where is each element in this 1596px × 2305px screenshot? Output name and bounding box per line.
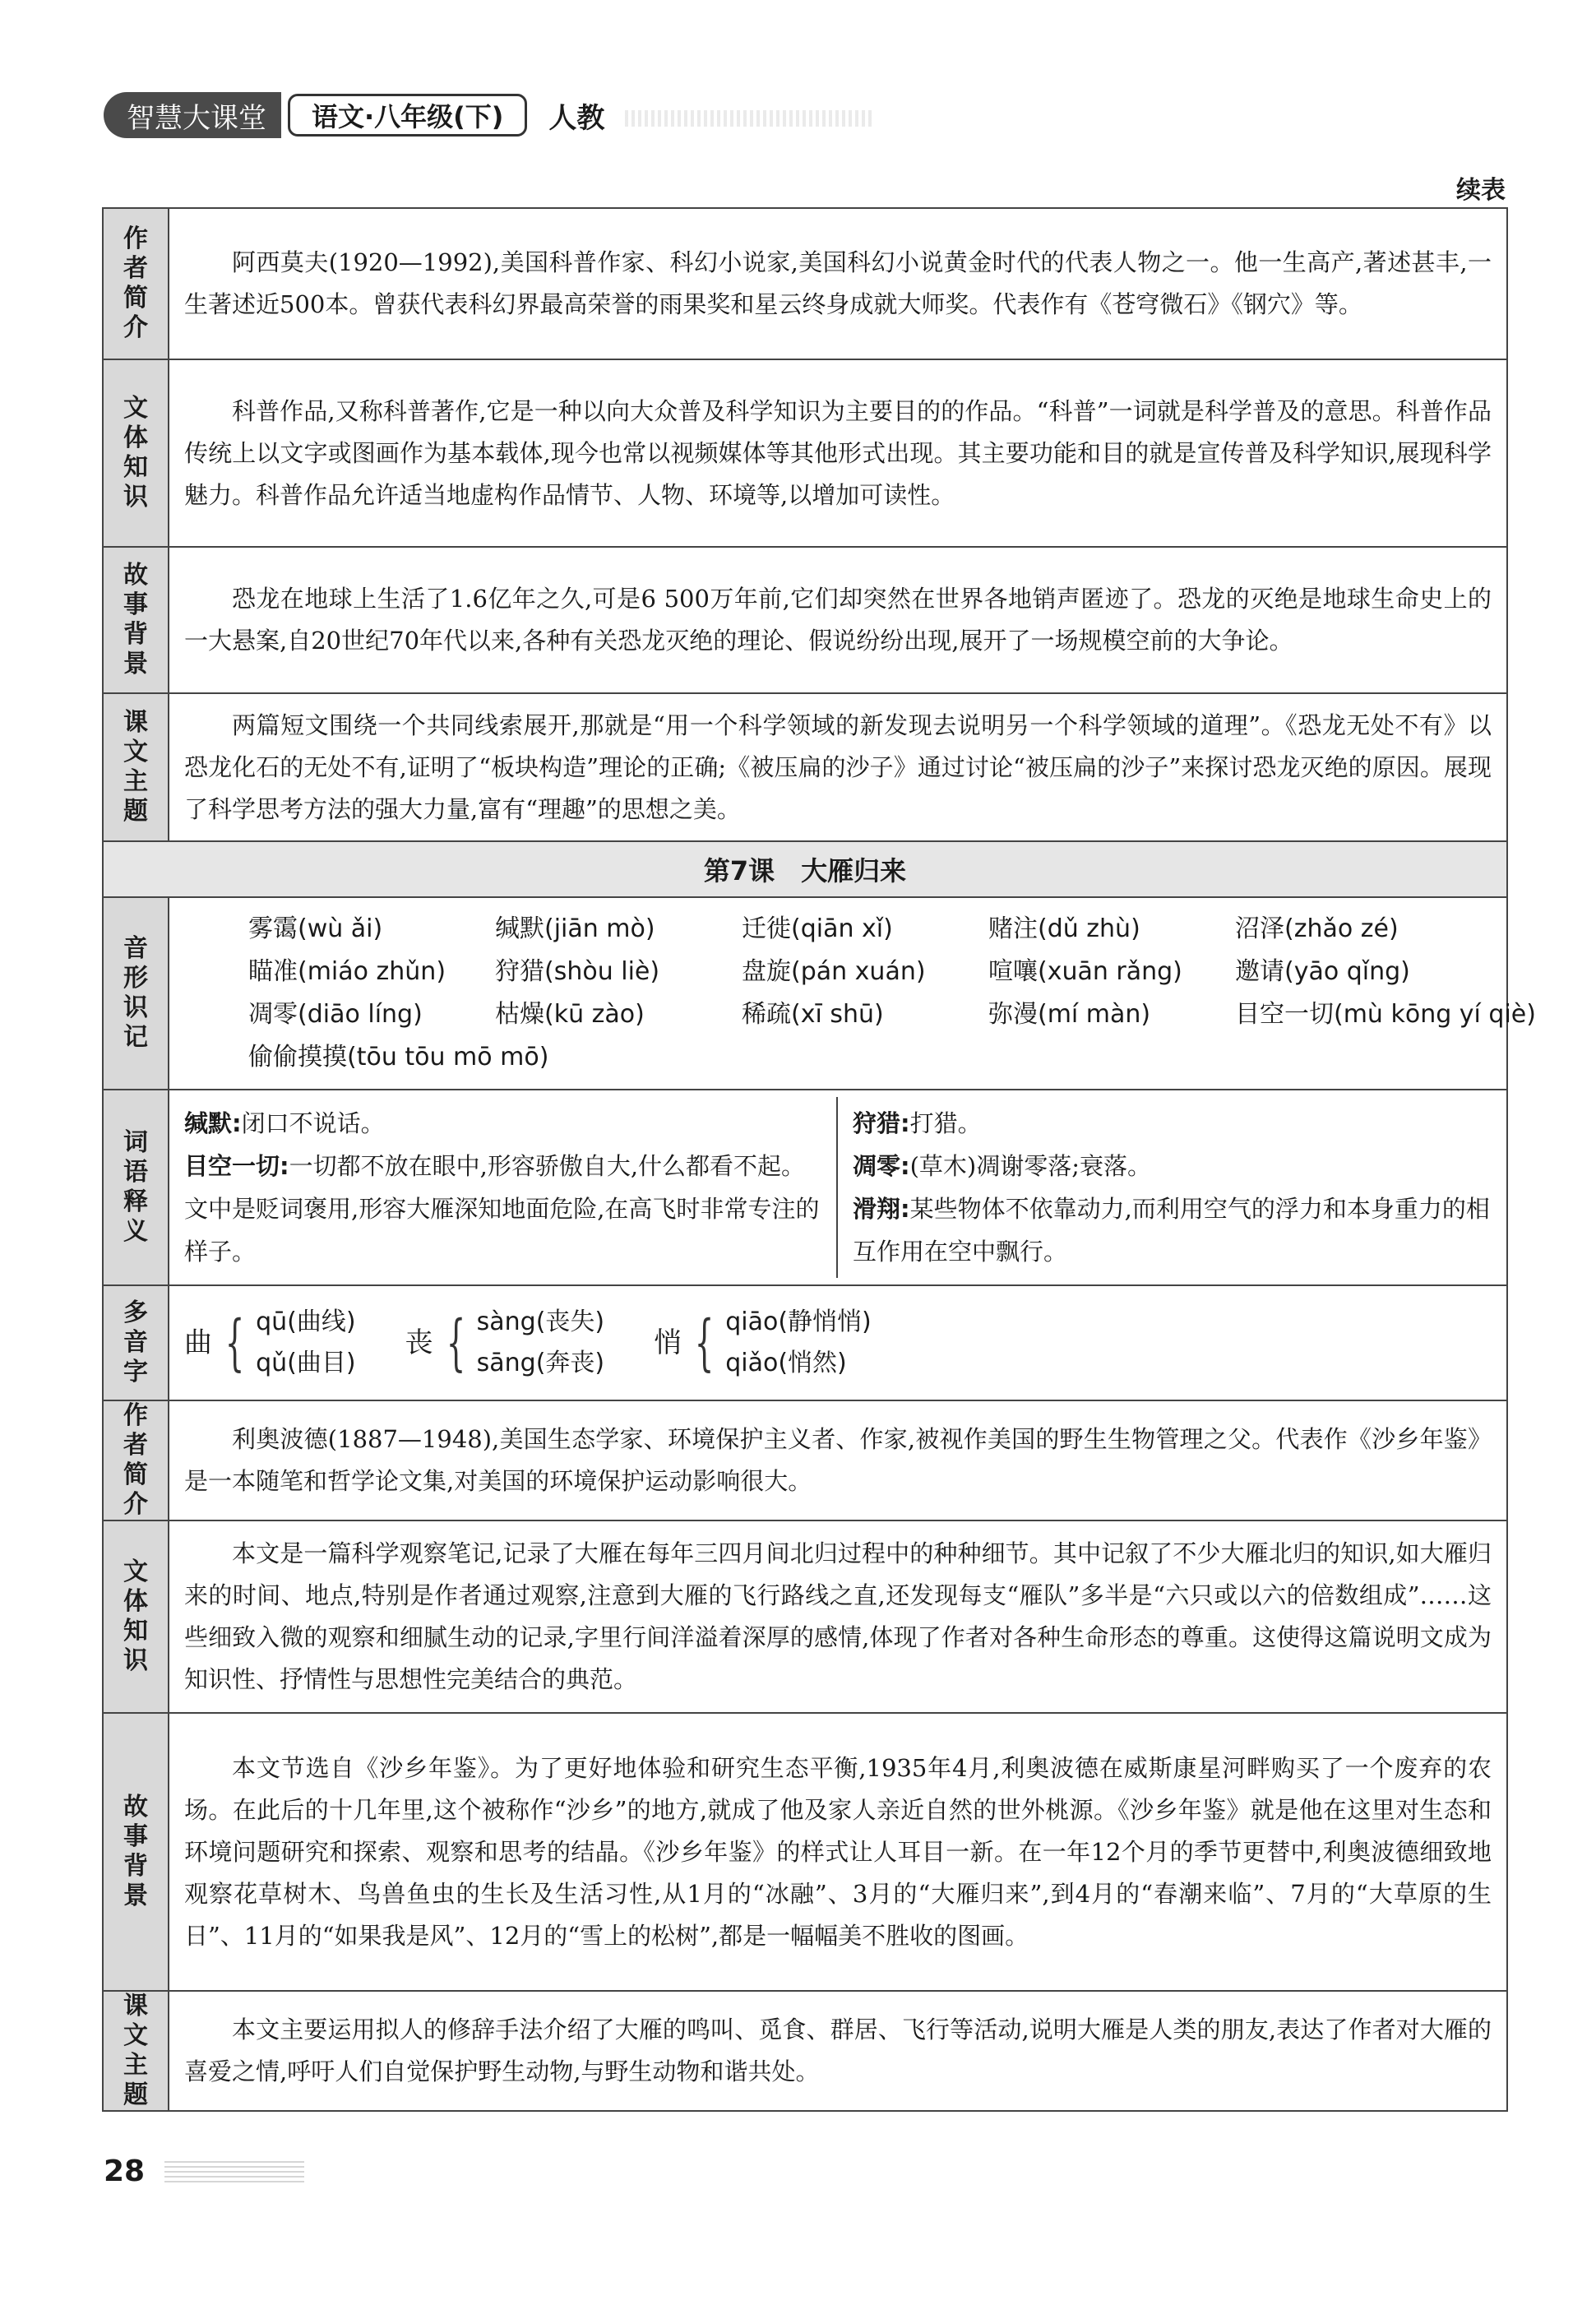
row-text: 利奥波德(1887—1948),美国生态学家、环境保护主义者、作家,被视作美国的野生生物管理之父。代表作《沙乡年鉴》是一本随笔和哲学论文集,对美国的环境保护运动影响很大。: [184, 1425, 1492, 1495]
polyphone-reading: qǔ(曲目): [256, 1349, 356, 1377]
pinyin-item: 喧嚷(xuān rǎng): [988, 957, 1182, 986]
polyphone-char: 悄: [654, 1326, 682, 1359]
vocab-right-column: [838, 1097, 1506, 1278]
row-text: 本文主要运用拟人的修辞手法介绍了大雁的鸣叫、觅食、群居、飞行等活动,说明大雁是人类的朋友,表达了作者对大雁的喜爱之情,呼吁人们自觉保护野生动物,与野生动物和谐共处。: [184, 2016, 1492, 2085]
pinyin-item: 雾霭(wù ǎi): [248, 914, 383, 943]
table-row: [103, 1991, 1507, 2111]
vocab-def: 闭口不说话。: [241, 1109, 385, 1137]
pronunciation-grid: [248, 908, 1536, 1079]
polyphone-char: 丧: [405, 1326, 433, 1359]
brand-label: 智慧大课堂: [104, 92, 281, 138]
polyphone-list: [184, 1298, 1492, 1387]
pinyin-item: 稀疏(xī shū): [742, 1000, 884, 1029]
edition-label: 人教: [548, 101, 605, 135]
lesson-title-row: [103, 841, 1507, 897]
table-row: [103, 208, 1507, 359]
pinyin-item: 狩猎(shòu liè): [495, 957, 660, 986]
vocab-def: 打猎。: [909, 1109, 982, 1137]
vocab-term: 缄默:: [184, 1109, 242, 1137]
row-label: 音形识记: [123, 934, 148, 1052]
table-row: [103, 1713, 1507, 1991]
table-row: [103, 897, 1507, 1090]
row-label: 作者简介: [123, 1401, 148, 1519]
polyphone-group: [654, 1302, 872, 1384]
vocab-def: 某些物体不依靠动力,而利用空气的浮力和本身重力的相互作用在空中飘行。: [853, 1195, 1490, 1266]
pinyin-item: 邀请(yāo qǐng): [1235, 957, 1410, 986]
pinyin-item: 偷偷摸摸(tōu tōu mō mō): [248, 1043, 549, 1072]
brace-icon: {: [694, 1308, 715, 1378]
row-text: 本文是一篇科学观察笔记,记录了大雁在每年三四月间北归过程中的种种细节。其中记叙了不少大雁北归的知识,如大雁归来的时间、地点,特别是作者通过观察,注意到大雁的飞行路线之直,还发现每支“雁队”多半是“六只或以六的倍数组成”……这些细致入微的观察和细腻生动的记录,字里行间洋溢着深厚的感情,体现了作者对各种生命形态的尊重。这使得这篇说明文成为知识性、抒情性与思想性完美结合的典范。: [184, 1539, 1492, 1693]
row-text: 阿西莫夫(1920—1992),美国科普作家、科幻小说家,美国科幻小说黄金时代的代表人物之一。他一生高产,著述甚丰,一生著述近500本。曾获代表科幻界最高荣誉的雨果奖和星云终身成就大师奖。代表作有《苍穹微石》《钢穴》等。: [184, 248, 1492, 318]
polyphone-group: [184, 1302, 356, 1384]
vocab-left-column: [169, 1097, 838, 1278]
vocab-def: 一切都不放在眼中,形容骄傲自大,什么都看不起。文中是贬词褒用,形容大雁深知地面危险,在高飞时非常专注的样子。: [184, 1152, 820, 1266]
pinyin-item: 迁徙(qiān xǐ): [742, 914, 893, 943]
polyphone-reading: qiāo(静悄悄): [725, 1308, 872, 1336]
vocab-term: 目空一切:: [184, 1152, 289, 1180]
row-text: 科普作品,又称科普著作,它是一种以向大众普及科学知识为主要目的的作品。“科普”一词就是科学普及的意思。科普作品传统上以文字或图画作为基本载体,现今也常以视频媒体等其他形式出现。其主要功能和目的就是宣传普及科学知识,展现科学魅力。科普作品允许适当地虚构作品情节、人物、环境等,以增加可读性。: [184, 396, 1492, 509]
pinyin-item: 赌注(dǔ zhù): [988, 914, 1140, 943]
row-text: 恐龙在地球上生活了1.6亿年之久,可是6 500万年前,它们却突然在世界各地销声匿迹了。恐龙的灭绝是地球生命史上的一大悬案,自20世纪70年代以来,各种有关恐龙灭绝的理论、假说纷纷出现,展开了一场规模空前的大争论。: [184, 585, 1492, 655]
row-label: 课文主题: [123, 1992, 148, 2109]
pinyin-item: 盘旋(pán xuán): [742, 957, 926, 986]
vocab-def: (草木)凋谢零落;衰落。: [909, 1152, 1152, 1180]
pinyin-item: 沼泽(zhǎo zé): [1235, 914, 1399, 943]
table-row: [103, 693, 1507, 841]
pinyin-item: 枯燥(kū zào): [495, 1000, 645, 1029]
polyphone-group: [405, 1302, 605, 1384]
polyphone-char: 曲: [184, 1326, 212, 1359]
table-row: [103, 1285, 1507, 1400]
row-text: 两篇短文围绕一个共同线索展开,那就是“用一个科学领域的新发现去说明另一个科学领域的道理”。《恐龙无处不有》以恐龙化石的无处不有,证明了“板块构造”理论的正确;《被压扁的沙子》通过讨论“被压扁的沙子”来探讨恐龙灭绝的原因。展现了科学思考方法的强大力量,富有“理趣”的思想之美。: [184, 710, 1492, 823]
table-row: [103, 1400, 1507, 1520]
pinyin-item: 目空一切(mù kōng yí qiè): [1235, 1000, 1536, 1029]
page-header: [104, 92, 604, 138]
polyphone-reading: qiǎo(悄然): [725, 1349, 847, 1377]
vocab-term: 狩猎:: [853, 1109, 910, 1137]
row-label: 多音字: [123, 1298, 148, 1386]
footer-decoration: [164, 2158, 304, 2182]
vocab-term: 滑翔:: [853, 1195, 910, 1223]
brace-icon: {: [446, 1308, 465, 1378]
table-row: [103, 1520, 1507, 1713]
vocab-columns: [169, 1097, 1506, 1278]
row-label: 文体知识: [123, 1557, 148, 1675]
row-label: 故事背景: [123, 561, 148, 678]
summary-table: [102, 207, 1536, 2112]
pinyin-item: 弥漫(mí màn): [988, 1000, 1151, 1029]
pinyin-item: 瞄准(miáo zhǔn): [248, 957, 446, 986]
vocab-term: 凋零:: [853, 1152, 910, 1180]
row-label: 课文主题: [123, 708, 148, 826]
row-label: 作者简介: [123, 224, 148, 342]
row-text: 本文节选自《沙乡年鉴》。为了更好地体验和研究生态平衡,1935年4月,利奥波德在威斯康星河畔购买了一个废弃的农场。在此后的十几年里,这个被称作“沙乡”的地方,就成了他及家人亲近自然的世外桃源。《沙乡年鉴》就是他在这里对生态和环境问题研究和探索、观察和思考的结晶。《沙乡年鉴》的样式让人耳目一新。在一年12个月的季节更替中,利奥波德细致地观察花草树木、鸟兽鱼虫的生长及生活习性,从1月的“冰融”、3月的“大雁归来”,到4月的“春潮来临”、7月的“大草原的生日”、11月的“如果我是风”、12月的“雪上的松树”,都是一幅幅美不胜收的图画。: [184, 1753, 1492, 1950]
row-label: 故事背景: [123, 1793, 148, 1910]
header-decoration: [625, 110, 872, 127]
table-row: [103, 1090, 1507, 1285]
polyphone-reading: sàng(丧失): [476, 1308, 605, 1336]
pinyin-item: 缄默(jiān mò): [495, 914, 655, 943]
continued-label: 续表: [1456, 176, 1506, 205]
table-row: [103, 547, 1507, 693]
table-row: [103, 359, 1507, 547]
polyphone-reading: qū(曲线): [256, 1308, 356, 1336]
polyphone-reading: sāng(奔丧): [476, 1349, 605, 1377]
lesson-title: 第7课 大雁归来: [103, 841, 1507, 897]
pinyin-item: 凋零(diāo líng): [248, 1000, 423, 1029]
row-label: 文体知识: [123, 394, 148, 511]
subject-label: 语文·八年级(下): [288, 94, 527, 137]
brace-icon: {: [224, 1308, 245, 1378]
row-label: 词语释义: [123, 1128, 148, 1246]
page-number: 28: [104, 2155, 146, 2188]
